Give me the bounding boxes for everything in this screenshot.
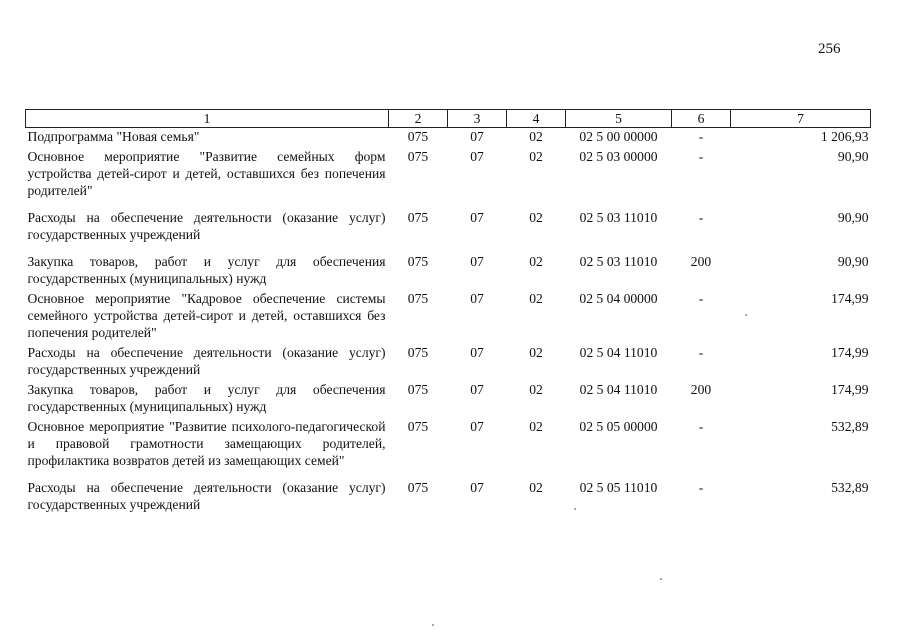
- row-code-6: -: [698, 345, 704, 360]
- row-code-6: 200: [690, 382, 712, 397]
- row-code-2: 075: [407, 149, 429, 164]
- header-col-2: 2: [389, 110, 448, 128]
- header-col-6: 6: [672, 110, 731, 128]
- table-row: [26, 148, 871, 209]
- row-code-2: 075: [407, 382, 429, 397]
- row-code-5: 02 5 00 00000: [579, 129, 658, 144]
- row-code-5: 02 5 04 00000: [579, 291, 658, 306]
- header-col-7: 7: [731, 110, 871, 128]
- table-row: [26, 479, 871, 516]
- row-code-3: 07: [470, 382, 484, 397]
- row-code-5: 02 5 03 00000: [579, 149, 658, 164]
- row-code-6: -: [698, 129, 704, 144]
- row-code-3: 07: [470, 210, 484, 225]
- row-code-5: 02 5 04 11010: [579, 382, 658, 397]
- row-name: Закупка товаров, работ и услуг для обеспечения государственных (муниципальных) нужд: [27, 254, 386, 286]
- row-code-2: 075: [407, 480, 429, 495]
- row-code-2: 075: [407, 291, 429, 306]
- row-sum: 532,89: [831, 480, 869, 495]
- scan-speck: [574, 508, 576, 510]
- row-code-3: 07: [470, 129, 484, 144]
- row-name: Подпрограмма "Новая семья": [27, 129, 200, 144]
- row-code-6: -: [698, 210, 704, 225]
- row-code-4: 02: [529, 129, 543, 144]
- scan-speck: [432, 624, 434, 626]
- table-body: [26, 128, 871, 517]
- header-col-3: 3: [448, 110, 507, 128]
- row-code-2: 075: [407, 210, 429, 225]
- row-code-4: 02: [529, 419, 543, 434]
- row-code-4: 02: [529, 480, 543, 495]
- table-row: [26, 418, 871, 479]
- row-name: Расходы на обеспечение деятельности (оказание услуг) государственных учреждений: [27, 210, 386, 242]
- row-sum: 1 206,93: [820, 129, 869, 144]
- row-code-6: -: [698, 291, 704, 306]
- table-row: [26, 381, 871, 418]
- row-code-4: 02: [529, 291, 543, 306]
- row-code-2: 075: [407, 345, 429, 360]
- scan-speck: [660, 578, 662, 580]
- row-code-5: 02 5 04 11010: [579, 345, 658, 360]
- row-code-5: 02 5 05 11010: [579, 480, 658, 495]
- row-code-2: 075: [407, 254, 429, 269]
- row-sum: 90,90: [837, 149, 869, 164]
- row-code-3: 07: [470, 254, 484, 269]
- row-code-4: 02: [529, 382, 543, 397]
- row-code-5: 02 5 05 00000: [579, 419, 658, 434]
- row-sum: 90,90: [837, 254, 869, 269]
- row-name: Закупка товаров, работ и услуг для обеспечения государственных (муниципальных) нужд: [27, 382, 386, 414]
- row-code-6: -: [698, 149, 704, 164]
- row-name: Расходы на обеспечение деятельности (оказание услуг) государственных учреждений: [27, 345, 386, 377]
- row-code-4: 02: [529, 345, 543, 360]
- row-name: Основное мероприятие "Кадровое обеспечение системы семейного устройства детей-сирот и детей, оставшихся без попечения родителей": [27, 291, 386, 340]
- header-col-1: 1: [26, 110, 389, 128]
- table-row: [26, 209, 871, 253]
- row-code-6: -: [698, 419, 704, 434]
- row-sum: 174,99: [831, 291, 869, 306]
- row-name: Основное мероприятие "Развитие психолого-педагогической и правовой грамотности замещающих родителей, профилактика возвратов детей из замещающих семей": [27, 419, 386, 468]
- page-number: 256: [818, 41, 841, 57]
- row-code-6: 200: [690, 254, 712, 269]
- row-sum: 174,99: [831, 345, 869, 360]
- row-code-2: 075: [407, 129, 429, 144]
- row-sum: 174,99: [831, 382, 869, 397]
- table-row: [26, 128, 871, 149]
- row-name: Расходы на обеспечение деятельности (оказание услуг) государственных учреждений: [27, 480, 386, 512]
- table-row: [26, 290, 871, 344]
- table-row: [26, 344, 871, 381]
- row-code-4: 02: [529, 254, 543, 269]
- row-sum: 90,90: [837, 210, 869, 225]
- row-name: Основное мероприятие "Развитие семейных форм устройства детей-сирот и детей, оставшихся без попечения родителей": [27, 149, 386, 198]
- table-header: [26, 110, 871, 128]
- row-code-3: 07: [470, 419, 484, 434]
- row-code-3: 07: [470, 480, 484, 495]
- row-sum: 532,89: [831, 419, 869, 434]
- row-code-5: 02 5 03 11010: [579, 210, 658, 225]
- row-code-3: 07: [470, 345, 484, 360]
- table-row: [26, 253, 871, 290]
- header-row: [26, 110, 871, 128]
- budget-table: [25, 109, 871, 516]
- row-code-4: 02: [529, 210, 543, 225]
- scan-speck: [745, 314, 747, 316]
- row-code-5: 02 5 03 11010: [579, 254, 658, 269]
- row-code-2: 075: [407, 419, 429, 434]
- header-col-5: 5: [566, 110, 672, 128]
- row-code-4: 02: [529, 149, 543, 164]
- row-code-3: 07: [470, 149, 484, 164]
- row-code-6: -: [698, 480, 704, 495]
- row-code-3: 07: [470, 291, 484, 306]
- header-col-4: 4: [507, 110, 566, 128]
